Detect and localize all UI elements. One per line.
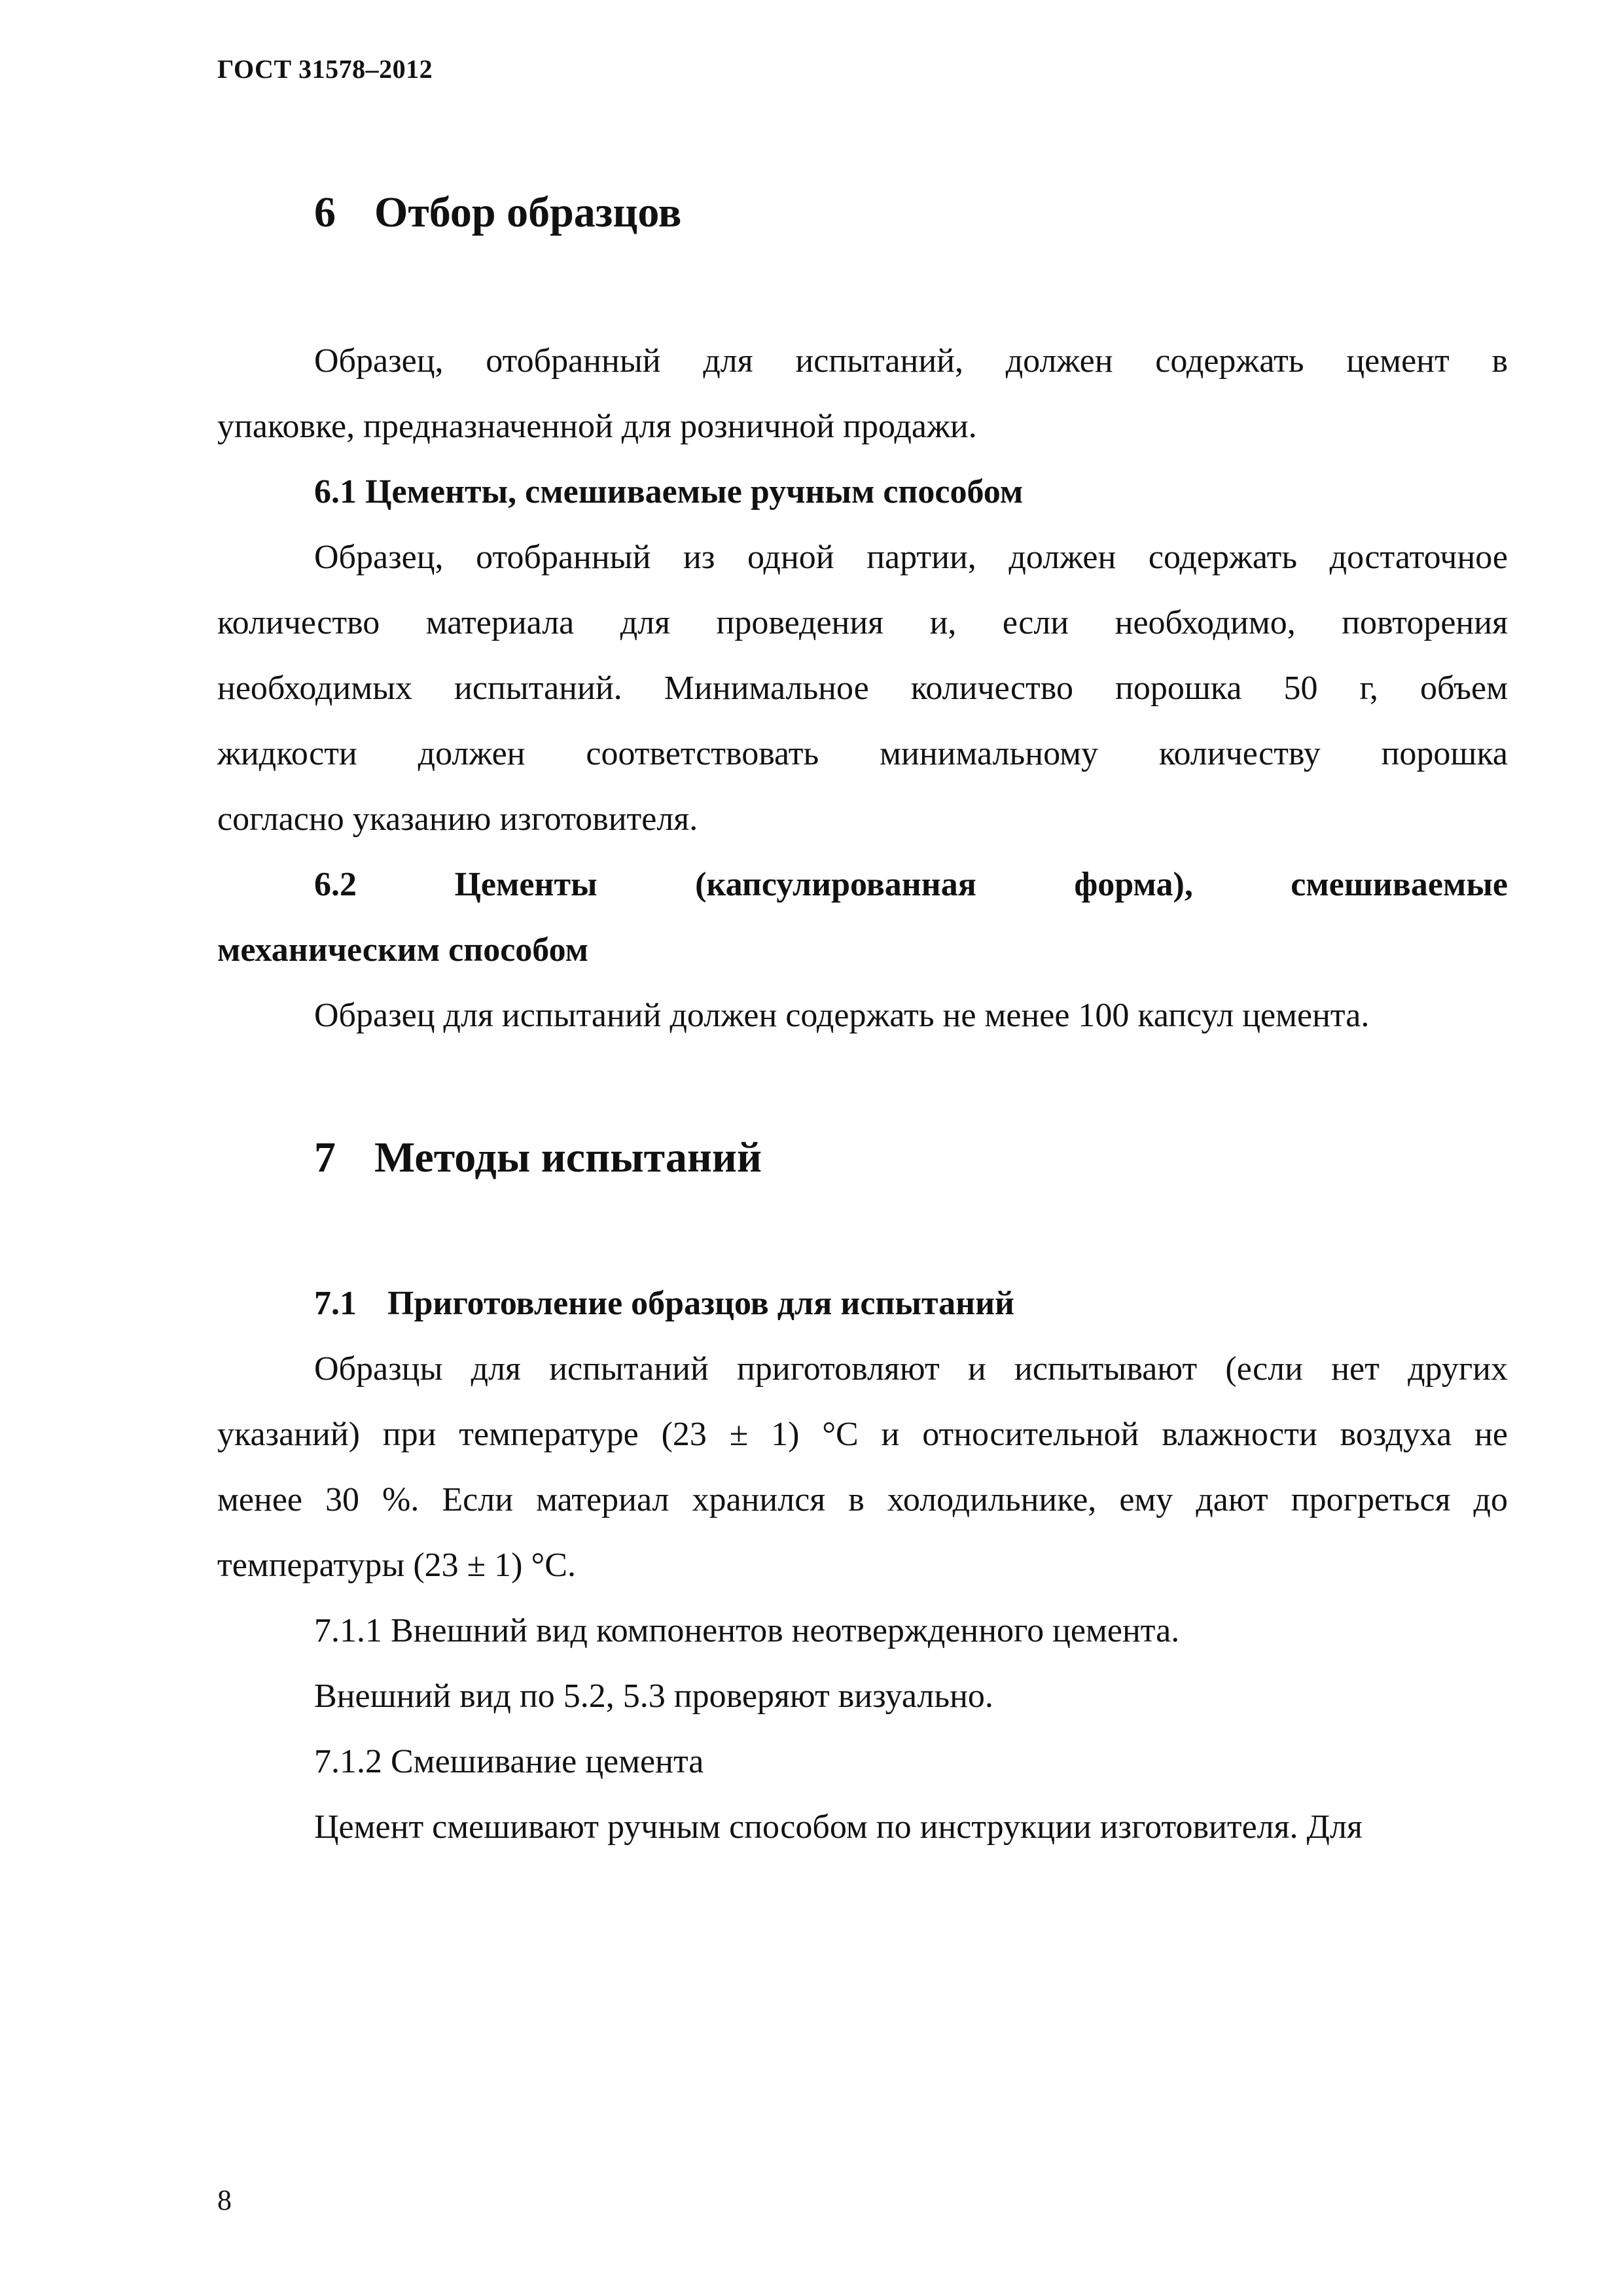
item-7-1-1-label: 7.1.1 Внешний вид компонентов неотвержденного цемента. bbox=[314, 1612, 1180, 1649]
section-7-number: 7 bbox=[314, 1134, 336, 1181]
subsection-6-2-heading-line-1: 6.2 Цементы (капсулированная форма), смешиваемые bbox=[314, 866, 1508, 903]
subsection-7-1-line-1: Образцы для испытаний приготовляют и испытывают (если нет других bbox=[314, 1350, 1508, 1388]
subsection-6-1-line-1: Образец, отобранный из одной партии, должен содержать достаточное bbox=[314, 539, 1508, 576]
section-6-intro-line-2: упаковке, предназначенной для розничной продажи. bbox=[217, 408, 977, 445]
subsection-6-1-line-2: количество материала для проведения и, если необходимо, повторения bbox=[217, 604, 1508, 641]
section-7-title: Методы испытаний bbox=[374, 1134, 762, 1181]
subsection-7-1-line-2: указаний) при температуре (23 ± 1) °С и относительной влажности воздуха не bbox=[217, 1416, 1508, 1453]
subsection-7-1-line-3: менее 30 %. Если материал хранился в холодильнике, ему дают прогреться до bbox=[217, 1481, 1508, 1518]
subsection-7-1-heading bbox=[314, 1287, 1014, 1321]
subsection-7-1-number: 7.1 bbox=[314, 1285, 357, 1322]
section-7-heading bbox=[314, 1136, 762, 1179]
section-6-intro-line-1: Образец, отобранный для испытаний, должен содержать цемент в bbox=[314, 342, 1508, 380]
subsection-6-1-line-5: согласно указанию изготовителя. bbox=[217, 800, 698, 838]
section-6-title: Отбор образцов bbox=[374, 188, 682, 236]
subsection-6-2-line-1: Образец для испытаний должен содержать не менее 100 капсул цемента. bbox=[314, 997, 1370, 1034]
subsection-7-1-title: Приготовление образцов для испытаний bbox=[387, 1285, 1015, 1322]
item-7-1-2-label: 7.1.2 Смешивание цемента bbox=[314, 1743, 704, 1780]
subsection-6-1-line-4: жидкости должен соответствовать минимальному количеству порошка bbox=[217, 735, 1508, 772]
item-7-1-2-text: Цемент смешивают ручным способом по инструкции изготовителя. Для bbox=[314, 1808, 1363, 1846]
document-code: ГОСТ 31578–2012 bbox=[217, 54, 433, 84]
subsection-6-1-line-3: необходимых испытаний. Минимальное количество порошка 50 г, объем bbox=[217, 670, 1508, 707]
item-7-1-1-text: Внешний вид по 5.2, 5.3 проверяют визуально. bbox=[314, 1677, 993, 1715]
subsection-7-1-line-4: температуры (23 ± 1) °С. bbox=[217, 1547, 576, 1584]
section-6-number: 6 bbox=[314, 188, 336, 236]
subsection-6-2-heading-line-2: механическим способом bbox=[217, 931, 589, 969]
section-6-heading bbox=[314, 188, 682, 236]
subsection-6-1-heading: 6.1 Цементы, смешиваемые ручным способом bbox=[314, 473, 1024, 511]
page-number: 8 bbox=[217, 2184, 232, 2216]
